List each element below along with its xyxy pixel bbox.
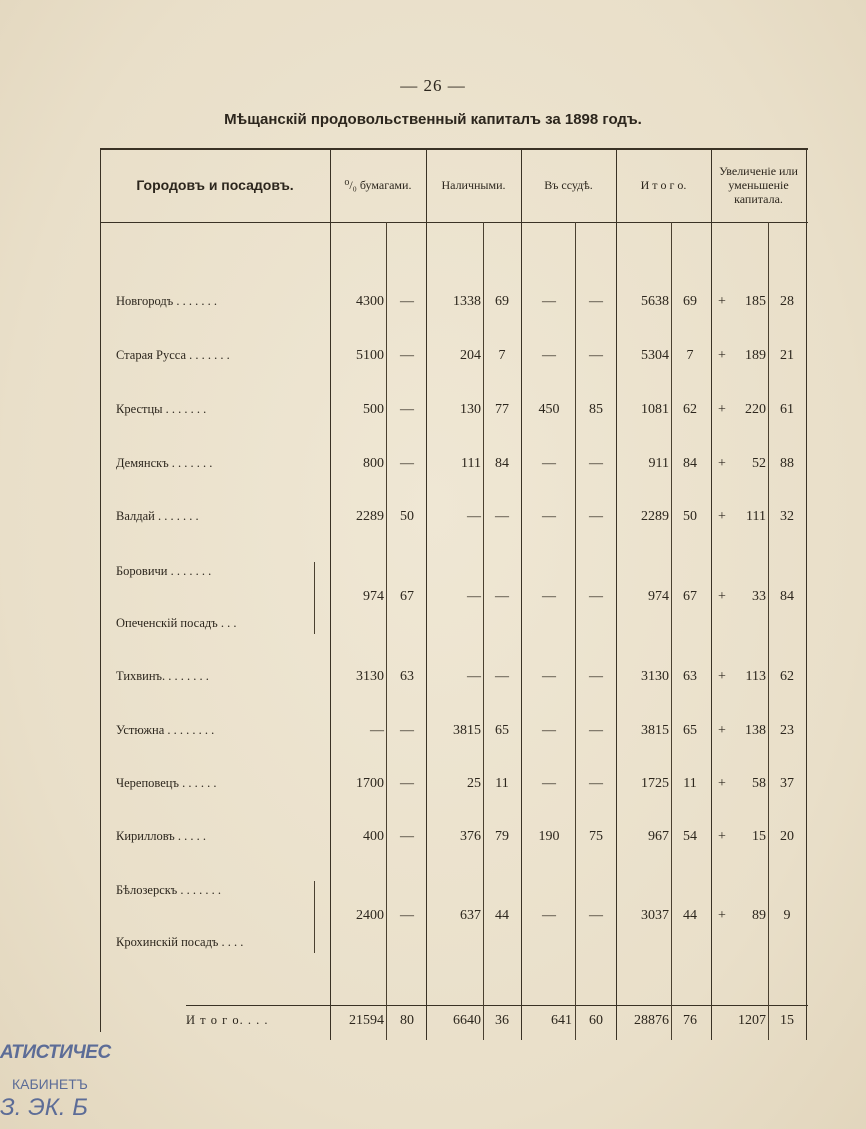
cash-rubles: —: [467, 509, 481, 524]
header-change: Увеличеніе или уменьшеніе капитала.: [719, 164, 798, 206]
totals-papers-rubles: 21594: [349, 1013, 384, 1028]
totals-loans-kopecks: 60: [589, 1013, 603, 1028]
total-kopecks: 50: [683, 509, 697, 524]
papers-kopecks: —: [400, 402, 414, 417]
table-left-rule: [100, 148, 101, 1032]
change-rubles: 185: [745, 294, 766, 309]
row-label: Валдай . . . . . . .: [116, 509, 199, 523]
header-cash: Наличными.: [441, 178, 506, 192]
cash-kopecks: 84: [495, 456, 509, 471]
loans-kopecks: —: [589, 294, 603, 309]
papers-kopecks: 50: [400, 509, 414, 524]
papers-rubles: 974: [363, 589, 384, 604]
change-kopecks: 9: [783, 908, 791, 923]
loans-rubles: —: [542, 776, 556, 791]
totals-loans-rubles: 641: [551, 1013, 572, 1028]
table-top-rule: [100, 148, 808, 150]
loans-kopecks: —: [589, 589, 603, 604]
papers-rubles: 5100: [356, 348, 384, 363]
loans-kopecks: —: [589, 723, 603, 738]
papers-rubles: 400: [363, 829, 384, 844]
papers-rubles: 3130: [356, 669, 384, 684]
loans-rubles: —: [542, 589, 556, 604]
change-kopecks: 23: [780, 723, 794, 738]
change-sign: +: [718, 776, 726, 791]
cash-rubles: 204: [460, 348, 481, 363]
totals-change-kopecks: 15: [780, 1013, 794, 1028]
total-rubles: 974: [648, 589, 669, 604]
change-kopecks: 84: [780, 589, 794, 604]
loans-kopecks: —: [589, 509, 603, 524]
loans-kopecks: —: [589, 776, 603, 791]
change-kopecks: 62: [780, 669, 794, 684]
change-rubles: 111: [746, 509, 766, 524]
row-label-secondary: Опеченскій посадъ . . .: [116, 616, 237, 630]
total-rubles: 911: [648, 456, 669, 471]
papers-kopecks: —: [400, 723, 414, 738]
papers-rubles: 800: [363, 456, 384, 471]
papers-rubles: 2289: [356, 509, 384, 524]
total-kopecks: 63: [683, 669, 697, 684]
change-rubles: 52: [752, 456, 766, 471]
totals-total-kopecks: 76: [683, 1013, 697, 1028]
papers-kopecks: —: [400, 829, 414, 844]
loans-rubles: —: [542, 908, 556, 923]
change-sign: +: [718, 723, 726, 738]
total-rubles: 5304: [641, 348, 669, 363]
row-label: Бѣлозерскъ . . . . . . .: [116, 883, 222, 897]
change-sign: +: [718, 829, 726, 844]
total-kopecks: 62: [683, 402, 697, 417]
loans-kopecks: 85: [589, 402, 603, 417]
stamp-line-1: АТИСТИЧЕС: [0, 1042, 111, 1063]
subcolumn-rule: [768, 222, 769, 1012]
papers-rubles: 4300: [356, 294, 384, 309]
totals-label: И т о г о. . . .: [186, 1013, 269, 1027]
total-kopecks: 44: [683, 908, 697, 923]
change-sign: +: [718, 509, 726, 524]
change-kopecks: 28: [780, 294, 794, 309]
papers-kopecks: —: [400, 348, 414, 363]
cash-kopecks: —: [495, 509, 509, 524]
total-kopecks: 65: [683, 723, 697, 738]
totals-total-rubles: 28876: [634, 1013, 669, 1028]
papers-kopecks: 67: [400, 589, 414, 604]
header-loans: Въ ссудѣ.: [544, 178, 593, 192]
change-sign: +: [718, 294, 726, 309]
header-total: И т о г о.: [640, 178, 687, 192]
change-rubles: 113: [745, 669, 766, 684]
cash-kopecks: 44: [495, 908, 509, 923]
change-rubles: 15: [752, 829, 766, 844]
cash-kopecks: 65: [495, 723, 509, 738]
change-sign: +: [718, 669, 726, 684]
change-kopecks: 20: [780, 829, 794, 844]
stamp-line-3: З. ЭК. Б: [0, 1094, 88, 1121]
change-sign: +: [718, 348, 726, 363]
loans-rubles: —: [542, 456, 556, 471]
papers-kopecks: —: [400, 456, 414, 471]
library-stamp: [0, 1030, 110, 1129]
total-kopecks: 7: [686, 348, 694, 363]
totals-papers-kopecks: 80: [400, 1013, 414, 1028]
change-sign: +: [718, 908, 726, 923]
loans-rubles: 190: [538, 829, 560, 844]
cash-rubles: 130: [460, 402, 481, 417]
totals-cash-kopecks: 36: [495, 1013, 509, 1028]
cash-kopecks: 11: [495, 776, 509, 791]
totals-rule: [186, 1005, 808, 1006]
papers-kopecks: —: [400, 776, 414, 791]
row-label: Устюжна . . . . . . . .: [116, 723, 215, 737]
total-kopecks: 54: [683, 829, 697, 844]
loans-kopecks: 75: [589, 829, 603, 844]
row-label: Старая Русса . . . . . . .: [116, 348, 230, 362]
row-label: Крестцы . . . . . . .: [116, 402, 207, 416]
change-kopecks: 61: [780, 402, 794, 417]
row-label: Череповецъ . . . . . .: [116, 776, 217, 790]
loans-rubles: —: [542, 294, 556, 309]
group-brace: [314, 881, 315, 953]
papers-rubles: 500: [363, 402, 384, 417]
cash-kopecks: —: [495, 669, 509, 684]
total-kopecks: 11: [683, 776, 697, 791]
change-kopecks: 88: [780, 456, 794, 471]
cash-rubles: —: [467, 669, 481, 684]
total-rubles: 3815: [641, 723, 669, 738]
cash-rubles: —: [467, 589, 481, 604]
papers-rubles: 1700: [356, 776, 384, 791]
total-kopecks: 67: [683, 589, 697, 604]
page-title: Мѣщанскій продовольственный капиталъ за 1898 годъ.: [224, 111, 642, 128]
change-sign: +: [718, 589, 726, 604]
header-rule: [100, 222, 808, 223]
loans-kopecks: —: [589, 456, 603, 471]
loans-rubles: —: [542, 723, 556, 738]
total-rubles: 5638: [641, 294, 669, 309]
change-rubles: 33: [752, 589, 766, 604]
change-kopecks: 37: [780, 776, 794, 791]
group-brace: [314, 562, 315, 634]
cash-rubles: 1338: [453, 294, 481, 309]
change-sign: +: [718, 402, 726, 417]
total-kopecks: 84: [683, 456, 697, 471]
change-rubles: 189: [745, 348, 766, 363]
total-rubles: 3130: [641, 669, 669, 684]
row-label: Кирилловъ . . . . .: [116, 829, 206, 843]
papers-rubles: —: [370, 723, 384, 738]
change-rubles: 89: [752, 908, 766, 923]
row-label: Боровичи . . . . . . .: [116, 564, 212, 578]
loans-kopecks: —: [589, 669, 603, 684]
row-label: Демянскъ . . . . . . .: [116, 456, 213, 470]
row-label: Новгородъ . . . . . . .: [116, 294, 217, 308]
loans-rubles: —: [542, 509, 556, 524]
change-rubles: 58: [752, 776, 766, 791]
change-rubles: 220: [745, 402, 766, 417]
change-sign: +: [718, 456, 726, 471]
row-label: Тихвинъ. . . . . . . .: [116, 669, 209, 683]
totals-change-rubles: 1207: [738, 1013, 766, 1028]
stamp-line-2: КАБИНЕТЪ: [12, 1076, 88, 1092]
cash-kopecks: 7: [498, 348, 506, 363]
loans-rubles: —: [542, 669, 556, 684]
page-number: — 26 —: [400, 76, 466, 95]
cash-kopecks: 79: [495, 829, 509, 844]
cash-rubles: 111: [461, 456, 481, 471]
total-rubles: 2289: [641, 509, 669, 524]
loans-kopecks: —: [589, 908, 603, 923]
cash-kopecks: 77: [495, 402, 509, 417]
row-label-secondary: Крохинскій посадъ . . . .: [116, 935, 244, 949]
cash-kopecks: —: [495, 589, 509, 604]
cash-rubles: 376: [460, 829, 481, 844]
loans-rubles: 450: [538, 402, 560, 417]
cash-kopecks: 69: [495, 294, 509, 309]
total-rubles: 1081: [641, 402, 669, 417]
header-papers: ⁰/₀ бумагами.: [344, 178, 412, 192]
totals-cash-rubles: 6640: [453, 1013, 481, 1028]
loans-kopecks: —: [589, 348, 603, 363]
papers-kopecks: —: [400, 294, 414, 309]
total-rubles: 1725: [641, 776, 669, 791]
cash-rubles: 637: [460, 908, 481, 923]
papers-kopecks: 63: [400, 669, 414, 684]
cash-rubles: 3815: [453, 723, 481, 738]
header-towns: Городовъ и посадовъ.: [136, 177, 294, 193]
papers-rubles: 2400: [356, 908, 384, 923]
total-rubles: 967: [648, 829, 669, 844]
total-rubles: 3037: [641, 908, 669, 923]
change-kopecks: 21: [780, 348, 794, 363]
change-rubles: 138: [745, 723, 766, 738]
cash-rubles: 25: [467, 776, 481, 791]
papers-kopecks: —: [400, 908, 414, 923]
total-kopecks: 69: [683, 294, 697, 309]
change-kopecks: 32: [780, 509, 794, 524]
loans-rubles: —: [542, 348, 556, 363]
